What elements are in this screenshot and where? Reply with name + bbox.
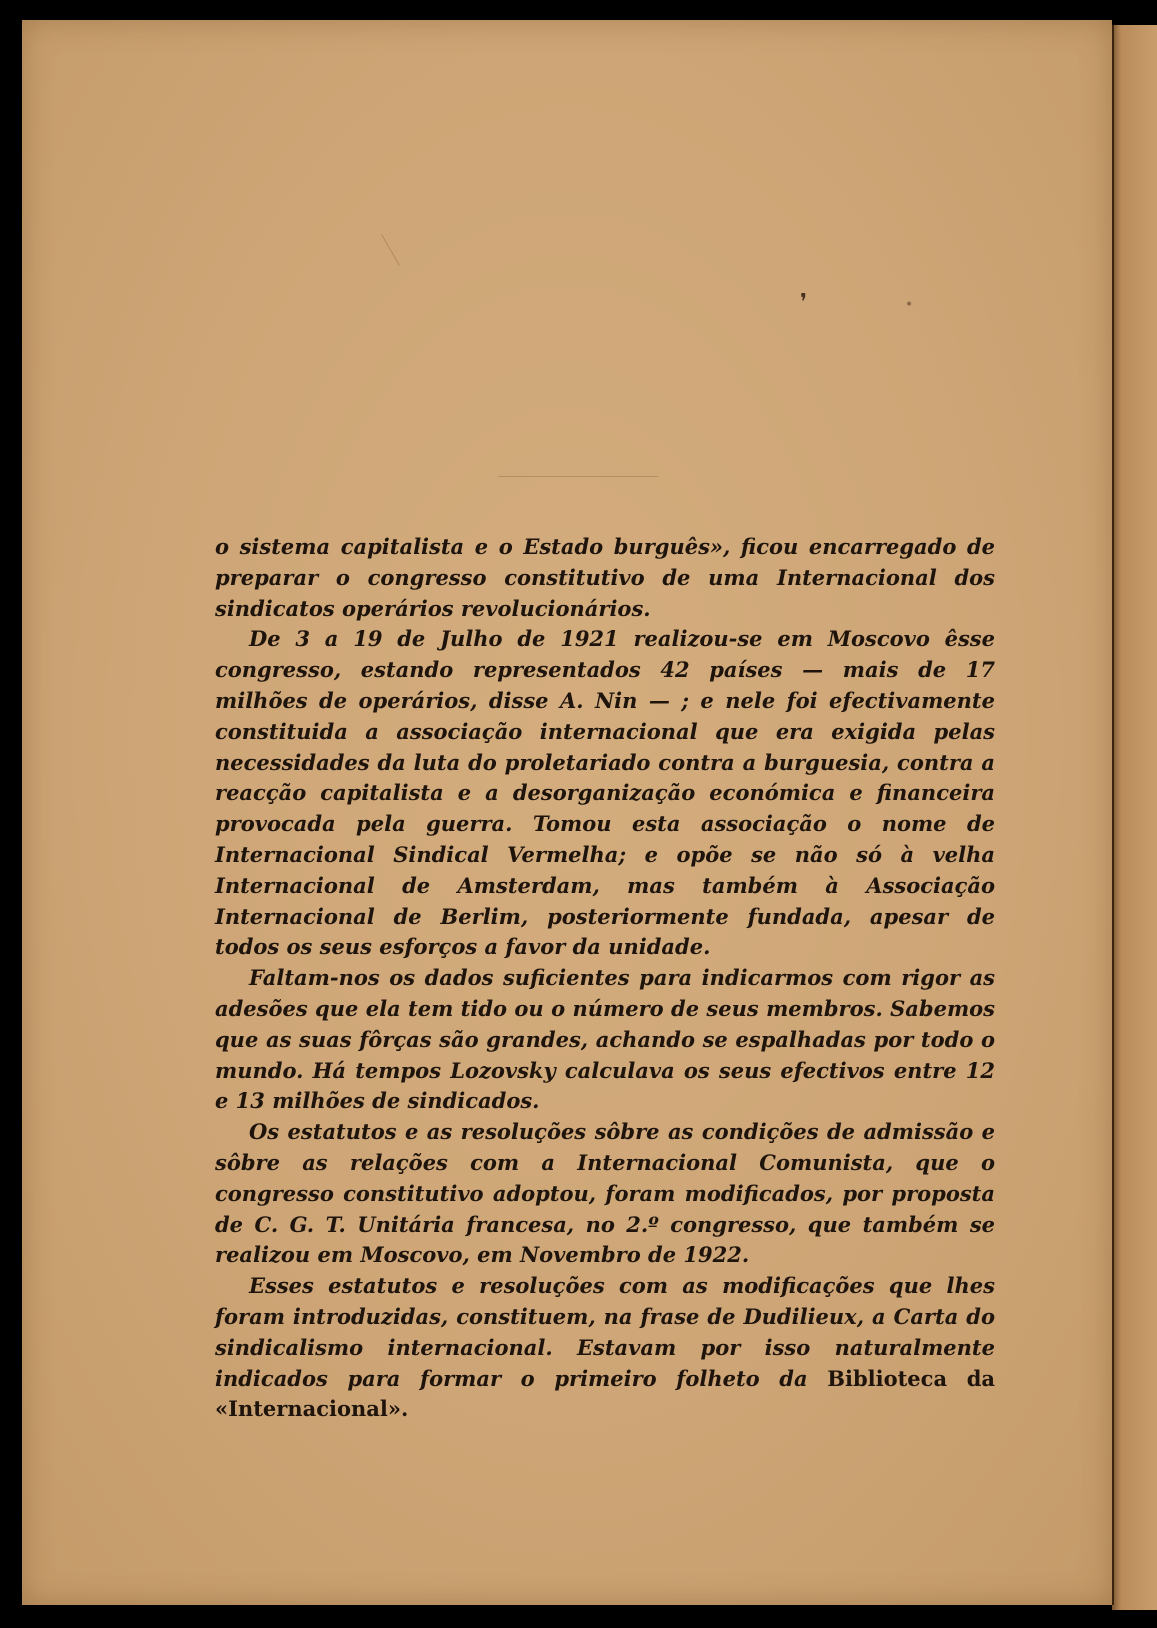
ink-speck: • — [905, 297, 914, 313]
page-fold — [1112, 25, 1114, 1605]
adjacent-page-edge — [1112, 25, 1157, 1610]
paragraph-2: De 3 a 19 de Julho de 1921 realizou-se em Moscovo êsse congresso, estando representados 42 países — mais de 17 milhões de operários, disse A. Nin — ; e nele foi efectivamente constituida a associação internacional que era exigida pelas necessidades da luta do proletariado contra a burguesia, contra a reacção capitalista e a desorganização económica e financeira provocada pela guerra. Tomou esta associação o nome de Internacional Sindical Vermelha; e opõe se não só à velha Internacional de Amsterdam, mas também à Associação Internacional de Berlim, posteriormente fundada, apesar de todos os seus esforços a favor da unidade. — [215, 626, 995, 960]
paragraph-5-upright: Biblioteca da «Internacional». — [215, 1365, 995, 1422]
section-rule — [498, 476, 658, 477]
paragraph-5 — [215, 1271, 995, 1425]
paragraph-1: o sistema capitalista e o Estado burguês», ficou encarregado de preparar o congresso constitutivo de uma Internacional dos sindicatos operários revolucionários. — [215, 534, 995, 621]
paragraph-4: Os estatutos e as resoluções sôbre as condições de admissão e sôbre as relações com a Internacional Comunista, que o congresso constitutivo adoptou, foram modificados, por proposta de C. G. T. Unitária francesa, no 2.º congresso, que também se realizou em Moscovo, em Novembro de 1922. — [215, 1119, 995, 1268]
body-text — [215, 532, 995, 1425]
paragraph-5-italic: Esses estatutos e resoluções com as modificações que lhes foram introduzidas, constituem, na frase de Dudilieux, a Carta do sindicalismo internacional. Estavam por isso naturalmente indicados para formar o primeiro folheto da — [215, 1273, 995, 1391]
ink-blot: ❜ — [800, 290, 808, 315]
paragraph-3: Faltam-nos os dados suficientes para indicarmos com rigor as adesões que ela tem tido ou o número de seus membros. Sabemos que as suas fôrças são grandes, achando se espalhadas por todo o mundo. Há tempos Lozovsky calculava os seus efectivos entre 12 e 13 milhões de sindicados. — [215, 965, 995, 1114]
